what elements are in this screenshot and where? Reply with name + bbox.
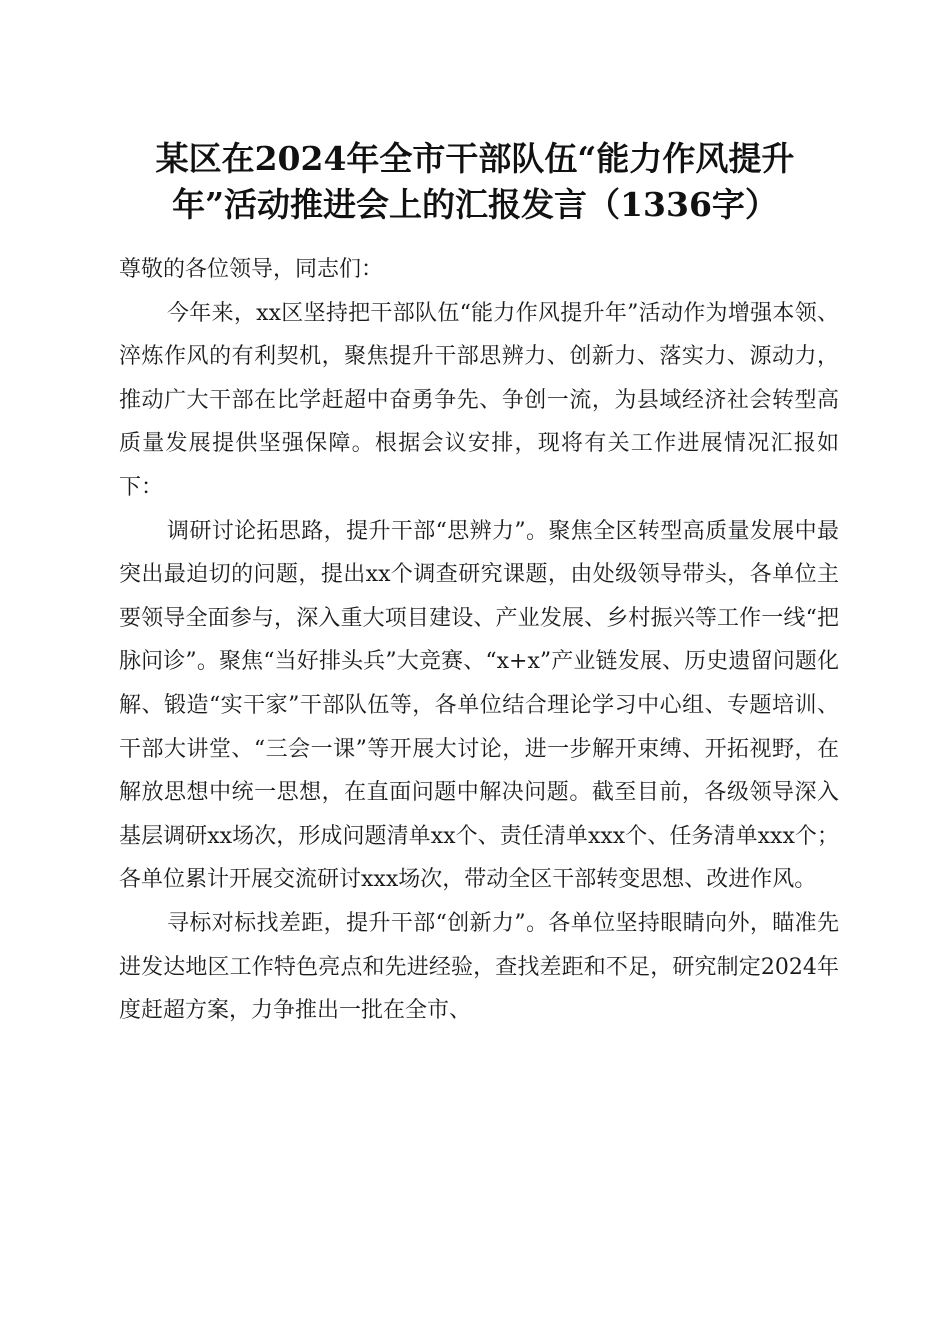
- paragraph-research: 调研讨论拓思路，提升干部“思辨力”。聚焦全区转型高质量发展中最突出最迫切的问题，提出xx个调查研究课题，由处级领导带头，各单位主要领导全面参与，深入重大项目建设、产业发展、乡村振兴等工作一线“把脉问诊”。聚焦“当好排头兵”大竞赛、“x+x”产业链发展、历史遗留问题化解、锻造“实干家”干部队伍等，各单位结合理论学习中心组、专题培训、干部大讲堂、“三会一课”等开展大讨论，进一步解开束缚、开拓视野，在解放思想中统一思想，在直面问题中解决问题。截至目前，各级领导深入基层调研xx场次，形成问题清单xx个、责任清单xxx个、任务清单xxx个；各单位累计开展交流研讨xxx场次，带动全区干部转变思想、改进作风。: [119, 518, 839, 893]
- greeting: 尊敬的各位领导，同志们：: [119, 257, 384, 282]
- title-line-2: 年”活动推进会上的汇报发言（1336字）: [172, 185, 778, 224]
- paragraph-intro: 今年来，xx区坚持把干部队伍“能力作风提升年”活动作为增强本领、淬炼作风的有利契机，聚焦提升干部思辨力、创新力、落实力、源动力，推动广大干部在比学赶超中奋勇争先、争创一流，为县域经济社会转型高质量发展提供坚强保障。根据会议安排，现将有关工作进展情况汇报如下：: [119, 300, 839, 500]
- document-title: [100, 136, 850, 228]
- paragraph-benchmark: 寻标对标找差距，提升干部“创新力”。各单位坚持眼睛向外，瞄准先进发达地区工作特色亮点和先进经验，查找差距和不足，研究制定2024年度赶超方案，力争推出一批在全市、: [119, 910, 839, 1024]
- document-body: [119, 248, 839, 1033]
- title-line-1: 某区在2024年全市干部队伍“能力作风提升: [155, 139, 795, 178]
